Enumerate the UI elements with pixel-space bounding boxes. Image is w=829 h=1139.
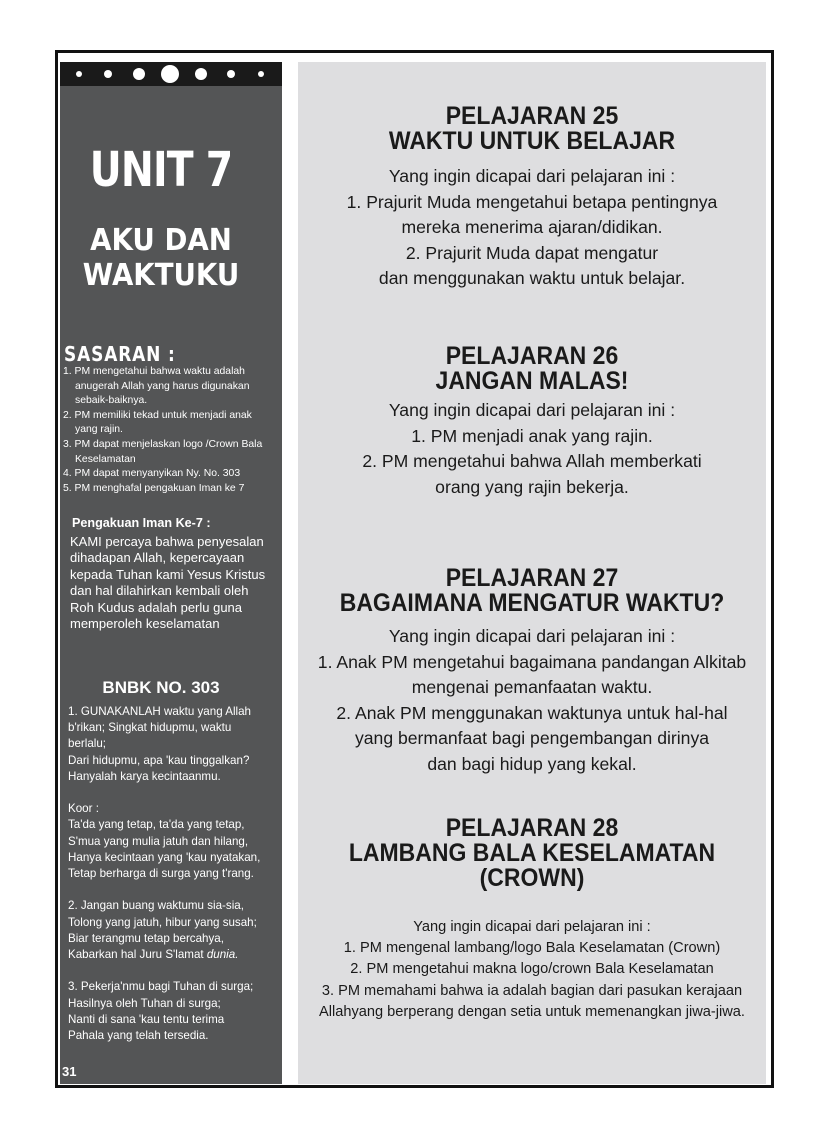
unit-title: UNIT 7 — [89, 142, 233, 198]
lesson-number: PELAJARAN 28 — [445, 814, 619, 842]
sasaran-item: 1. PM mengetahui bahwa waktu adalah anugerah Allah yang harus digunakan sebaik-baiknya. — [63, 366, 250, 407]
lesson-number: PELAJARAN 26 — [445, 342, 619, 370]
objective-line: 1. Anak PM mengetahui bagaimana pandangan Alkitab — [317, 651, 747, 672]
objective-line: Yang ingin dicapai dari pelajaran ini : — [388, 626, 676, 646]
objective-line: orang yang rajin bekerja. — [435, 476, 629, 497]
lyric-line: 3. Pekerja'nmu bagi Tuhan di surga; — [68, 980, 254, 994]
lesson-number: PELAJARAN 27 — [445, 564, 619, 592]
lesson-number: PELAJARAN 25 — [445, 102, 619, 130]
lyric-line: berlalu; — [68, 737, 107, 751]
sasaran-item: 4. PM dapat menyanyikan Ny. No. 303 — [63, 468, 241, 480]
lyric-line: 1. GUNAKANLAH waktu yang Allah — [68, 705, 252, 718]
dot-icon — [133, 68, 145, 80]
song-heading: BNBK NO. 303 — [102, 678, 220, 697]
lyric-line: Biar terangmu tetap bercahya, — [68, 931, 224, 945]
pengakuan-text: KAMI percaya bahwa penyesalan dihadapan Allah, kepercayaan kepada Tuhan kami Yesus Kristus dan hal dilahirkan kembali oleh Roh Kudus adalah perlu guna memperoleh keselamatan — [70, 534, 266, 632]
lesson-objectives — [298, 917, 766, 1023]
lesson-title: WAKTU UNTUK BELAJAR — [388, 127, 676, 155]
pengakuan-heading: Pengakuan Iman Ke-7 : — [72, 516, 211, 530]
lesson-27 — [298, 566, 766, 777]
lyric-line — [68, 947, 278, 963]
lyric-line: Hasilnya oleh Tuhan di surga; — [68, 996, 221, 1010]
objective-line: 1. PM menjadi anak yang rajin. — [411, 425, 653, 446]
objective-line: Yang ingin dicapai dari pelajaran ini : — [413, 919, 651, 935]
dot-icon — [161, 65, 179, 83]
objective-line: 2. PM mengetahui makna logo/crown Bala Keselamatan — [350, 961, 714, 978]
lesson-25 — [298, 104, 766, 292]
objective-line: Allahyang berperang dengan setia untuk memenangkan jiwa-jiwa. — [319, 1003, 745, 1020]
objective-line: mereka menerima ajaran/didikan. — [401, 217, 663, 237]
lyric-line: Hanyalah karya kecintaanmu. — [68, 769, 221, 783]
objective-line: yang bermanfaat bagi pengembangan dirinya — [354, 728, 710, 748]
sasaran-list — [63, 365, 275, 496]
lyric-line: Nanti di sana 'kau tentu terima — [68, 1012, 225, 1026]
lyric-line: Ta'da yang tetap, ta'da yang tetap, — [68, 818, 245, 832]
objective-line: dan menggunakan waktu untuk belajar. — [378, 268, 686, 288]
lyric-line: Koor : — [68, 802, 99, 816]
sasaran-item: 2. PM memiliki tekad untuk menjadi anak yang rajin. — [63, 409, 252, 436]
objective-line: dan bagi hidup yang kekal. — [427, 753, 637, 774]
dot-icon — [195, 68, 207, 80]
lesson-objectives — [298, 164, 766, 292]
lyric-line: Tetap berharga di surga yang t'rang. — [68, 867, 254, 881]
column-gap — [282, 53, 298, 1085]
objective-line: 2. Prajurit Muda dapat mengatur — [405, 242, 659, 263]
lyric-line: Hanya kecintaan yang 'kau nyatakan, — [68, 850, 261, 864]
unit-subtitle-line2: WAKTUKU — [82, 258, 240, 293]
objective-line: 1. Prajurit Muda mengetahui betapa pentingnya — [346, 191, 718, 212]
dot-icon — [104, 70, 112, 78]
objective-line: 2. PM mengetahui bahwa Allah memberkati — [362, 451, 702, 471]
lesson-title: LAMBANG BALA KESELAMATAN — [348, 839, 716, 867]
page-number: 31 — [62, 1064, 77, 1079]
dot-icon — [227, 70, 235, 78]
lyric-line: b'rikan; Singkat hidupmu, waktu — [68, 721, 232, 735]
lyric-line: Tolong yang jatuh, hibur yang susah; — [68, 915, 257, 929]
dot-icon — [258, 71, 264, 77]
lyric-line: Pahala yang telah tersedia. — [68, 1029, 209, 1043]
objective-line: 2. Anak PM menggunakan waktunya untuk hal-hal — [336, 702, 728, 723]
lyric-line: Dari hidupmu, apa 'kau tinggalkan? — [68, 753, 250, 767]
sasaran-item: 3. PM dapat menjelaskan logo /Crown Bala Keselamatan — [63, 438, 263, 465]
decorative-dots-bar — [60, 62, 282, 86]
song-lyrics — [68, 704, 278, 1044]
objective-line: 1. PM mengenal lambang/logo Bala Keselamatan (Crown) — [343, 940, 721, 957]
lesson-title-sub: (CROWN) — [479, 864, 585, 892]
lesson-objectives — [298, 624, 766, 777]
lyric-line: 2. Jangan buang waktumu sia-sia, — [68, 899, 244, 913]
unit-subtitle-line1: AKU DAN — [90, 223, 232, 258]
objective-line: 3. PM memahami bahwa ia adalah bagian dari pasukan kerajaan — [321, 982, 743, 999]
lesson-28 — [298, 816, 766, 1023]
lyric-text: Kabarkan hal Juru S'lamat — [68, 948, 207, 962]
lyric-italic: dunia. — [206, 948, 239, 962]
objective-line: Yang ingin dicapai dari pelajaran ini : — [388, 166, 676, 186]
objective-line: mengenai pemanfaatan waktu. — [411, 677, 653, 697]
dot-icon — [76, 71, 82, 77]
sasaran-heading: SASARAN : — [64, 342, 176, 366]
lesson-26 — [298, 344, 766, 500]
sidebar — [60, 86, 282, 1084]
lesson-title: BAGAIMANA MENGATUR WAKTU? — [339, 589, 725, 617]
lesson-title: JANGAN MALAS! — [435, 367, 629, 395]
sasaran-item: 5. PM menghafal pengakuan Iman ke 7 — [63, 482, 245, 494]
lyric-line: S'mua yang mulia jatuh dan hilang, — [68, 834, 249, 848]
lesson-objectives — [298, 398, 766, 500]
main-content — [298, 62, 766, 1084]
objective-line: Yang ingin dicapai dari pelajaran ini : — [388, 400, 676, 420]
